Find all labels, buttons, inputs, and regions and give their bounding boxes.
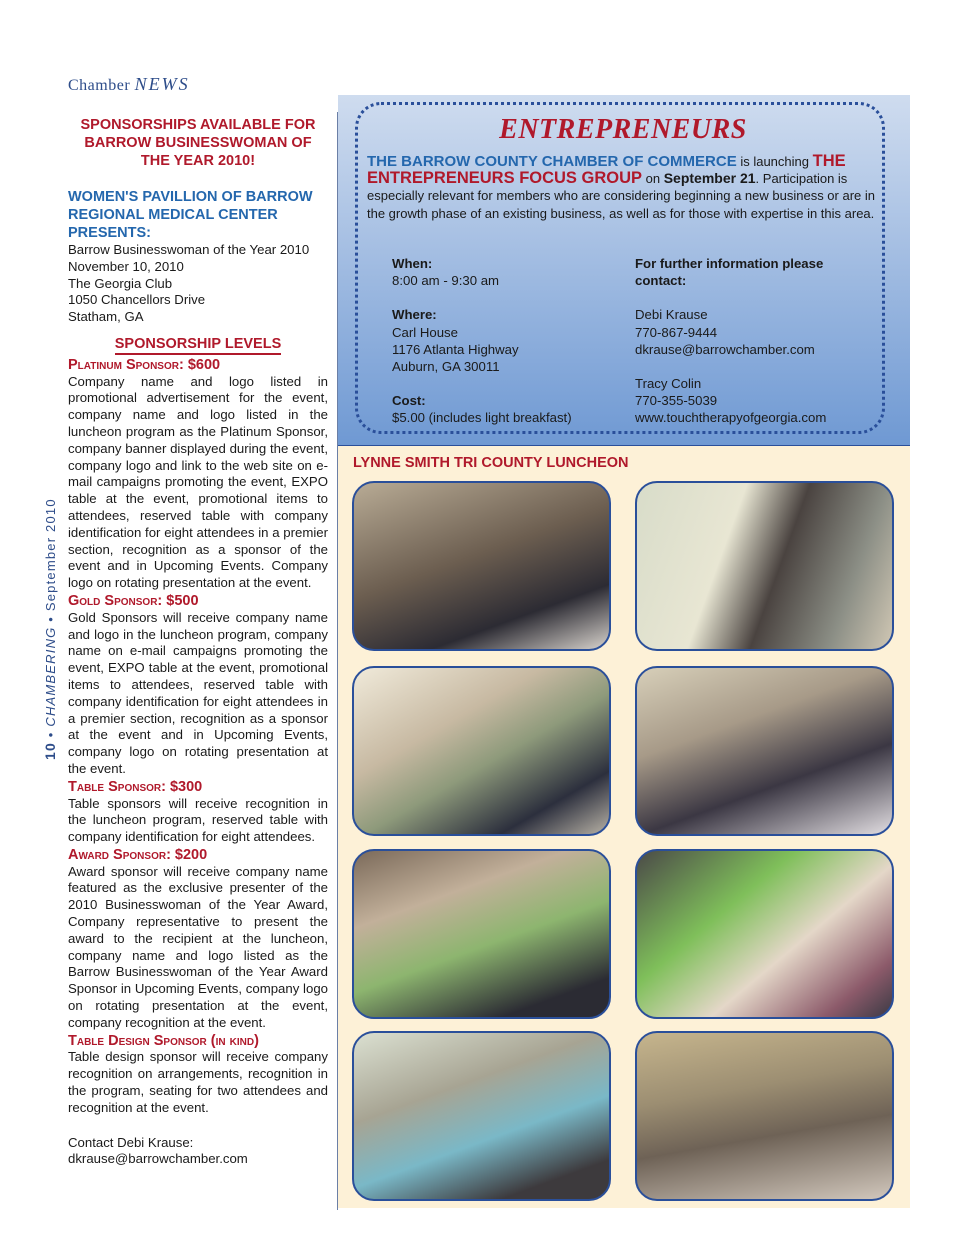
luncheon-photo-8: [635, 1031, 894, 1201]
luncheon-photo-2: [635, 481, 894, 651]
contact2-phone: 770-355-5039: [635, 393, 718, 409]
where-street: 1176 Atlanta Highway: [392, 341, 519, 357]
issue-date: September 2010: [43, 498, 58, 612]
level-title: Table Sponsor: $300: [68, 778, 203, 795]
luncheon-photo-3: [352, 666, 611, 836]
entrepreneurs-title: ENTREPRENEURS: [499, 114, 747, 145]
event-details: [68, 242, 328, 326]
luncheon-photo-1: [352, 481, 611, 651]
level-platinum: [68, 357, 328, 592]
cost-label: Cost:: [392, 393, 426, 409]
presenter-heading: WOMEN'S PAVILLION OF BARROW REGIONAL MEDICAL CENTER PRESENTS:: [68, 189, 313, 241]
event-venue: The Georgia Club: [68, 275, 173, 291]
event-date: November 10, 2010: [68, 258, 184, 274]
page-folio: [34, 490, 64, 770]
contact1-name: Debi Krause: [635, 307, 708, 323]
level-title: Award Sponsor: $200: [68, 846, 208, 863]
contact2-website[interactable]: www.touchtherapyofgeorgia.com: [635, 410, 827, 426]
level-title: Platinum Sponsor: $600: [68, 356, 221, 373]
levels-heading: SPONSORSHIP LEVELS: [115, 336, 282, 355]
when-label: When:: [392, 256, 433, 271]
section-kicker: [68, 74, 190, 95]
info-label: For further information please contact:: [635, 256, 824, 289]
focus-group-date: September 21: [663, 170, 756, 187]
cost-value: $5.00 (includes light breakfast): [392, 410, 572, 426]
where-label: Where:: [392, 307, 437, 323]
sponsorship-column: [68, 116, 328, 1168]
level-description: Table sponsors will receive recognition in the luncheon program, reserved table with company identification for eight attendees.: [68, 795, 328, 845]
folio-sep-2: •: [43, 611, 58, 627]
spacer: [635, 289, 875, 306]
focus-group-name: THE ENTREPRENEURS FOCUS GROUP: [367, 152, 846, 188]
level-gold: [68, 593, 328, 778]
intro-text-2: on: [642, 171, 664, 187]
contact-email[interactable]: dkrause@barrowchamber.com: [68, 1151, 248, 1167]
level-title: Gold Sponsor: $500: [68, 592, 199, 609]
spacer: [392, 289, 622, 306]
when-value: 8:00 am - 9:30 am: [392, 273, 500, 289]
intro-text-3: . Participation is especially relevant for members who are considering beginning a new business or are in the growth phase of an existing business, as well as for those with expertise in this area.: [367, 171, 875, 221]
level-description: Table design sponsor will receive company recognition on arrangements, recognition in the program, seating for two attendees and recognition at the event.: [68, 1049, 328, 1115]
section-rule: [338, 445, 910, 446]
event-name: Barrow Businesswoman of the Year 2010: [68, 242, 310, 257]
level-description: Gold Sponsors will receive company name and logo in the luncheon program, company name on e-mail campaigns promoting the event, EXPO table at the event, promotional items to attendees, reserved table with company identification for eight attendees in a premier section, recognition as a sponsor at the event and in Upcoming Events, company logo on rotating presentation at the event.: [68, 609, 328, 776]
contact-label: Contact Debi Krause:: [68, 1134, 194, 1150]
spacer: [635, 358, 875, 375]
level-title: Table Design Sponsor (in kind): [68, 1032, 259, 1049]
sponsorship-contact: [68, 1135, 328, 1169]
magazine-name: CHAMBERING: [43, 626, 58, 727]
event-city: Statham, GA: [68, 309, 144, 325]
contact1-email[interactable]: dkrause@barrowchamber.com: [635, 341, 815, 357]
level-award: [68, 847, 328, 1032]
entrepreneurs-intro: [367, 153, 883, 222]
level-description: Company name and logo listed in promotional advertisement for the event, company name and logo listed in the luncheon program as the Platinum Sponsor, company banner displayed during the event, company logo and link to the web site on e-mail campaigns promoting the event, EXPO table at the event, promotional items to attendees, reserved table with company identification for eight attendees in a premier section, recognition as a sponsor of the event and in Upcoming Events. Company logo on rotating presentation at the event.: [68, 373, 328, 591]
event-logistics: [392, 255, 622, 427]
luncheon-photo-5: [352, 849, 611, 1019]
folio-sep-1: •: [43, 726, 58, 743]
luncheon-photo-4: [635, 666, 894, 836]
page-number: 10: [42, 742, 58, 760]
kicker-news: NEWS: [134, 74, 190, 94]
level-description: Award sponsor will receive company name featured as the exclusive presenter of the 2010 Businesswoman of the Year Award, Company representative to present the award to the recipient at the luncheon, company name and logo listed as the Barrow Businesswoman of the Year Award Sponsor in Upcoming Events, company logo on rotating presentation at the event, company recognition at the event.: [68, 863, 328, 1030]
chamber-name: THE BARROW COUNTY CHAMBER OF COMMERCE: [367, 153, 737, 170]
sponsorship-heading: SPONSORSHIPS AVAILABLE FOR BARROW BUSINESSWOMAN OF THE YEAR 2010!: [80, 117, 316, 169]
levels-heading-wrap: [68, 336, 328, 353]
luncheon-photo-7: [352, 1031, 611, 1201]
event-contacts: [635, 255, 875, 427]
event-street: 1050 Chancellors Drive: [68, 292, 206, 308]
intro-text-1: is launching: [736, 154, 813, 169]
contact1-phone: 770-867-9444: [635, 324, 718, 340]
level-table: [68, 779, 328, 846]
where-venue: Carl House: [392, 324, 458, 340]
where-city: Auburn, GA 30011: [392, 359, 500, 375]
contact2-name: Tracy Colin: [635, 376, 702, 392]
luncheon-title: LYNNE SMITH TRI COUNTY LUNCHEON: [353, 455, 629, 471]
level-table-design: [68, 1033, 328, 1117]
spacer: [392, 375, 622, 392]
kicker-chamber: Chamber: [68, 77, 131, 94]
luncheon-photo-6: [635, 849, 894, 1019]
